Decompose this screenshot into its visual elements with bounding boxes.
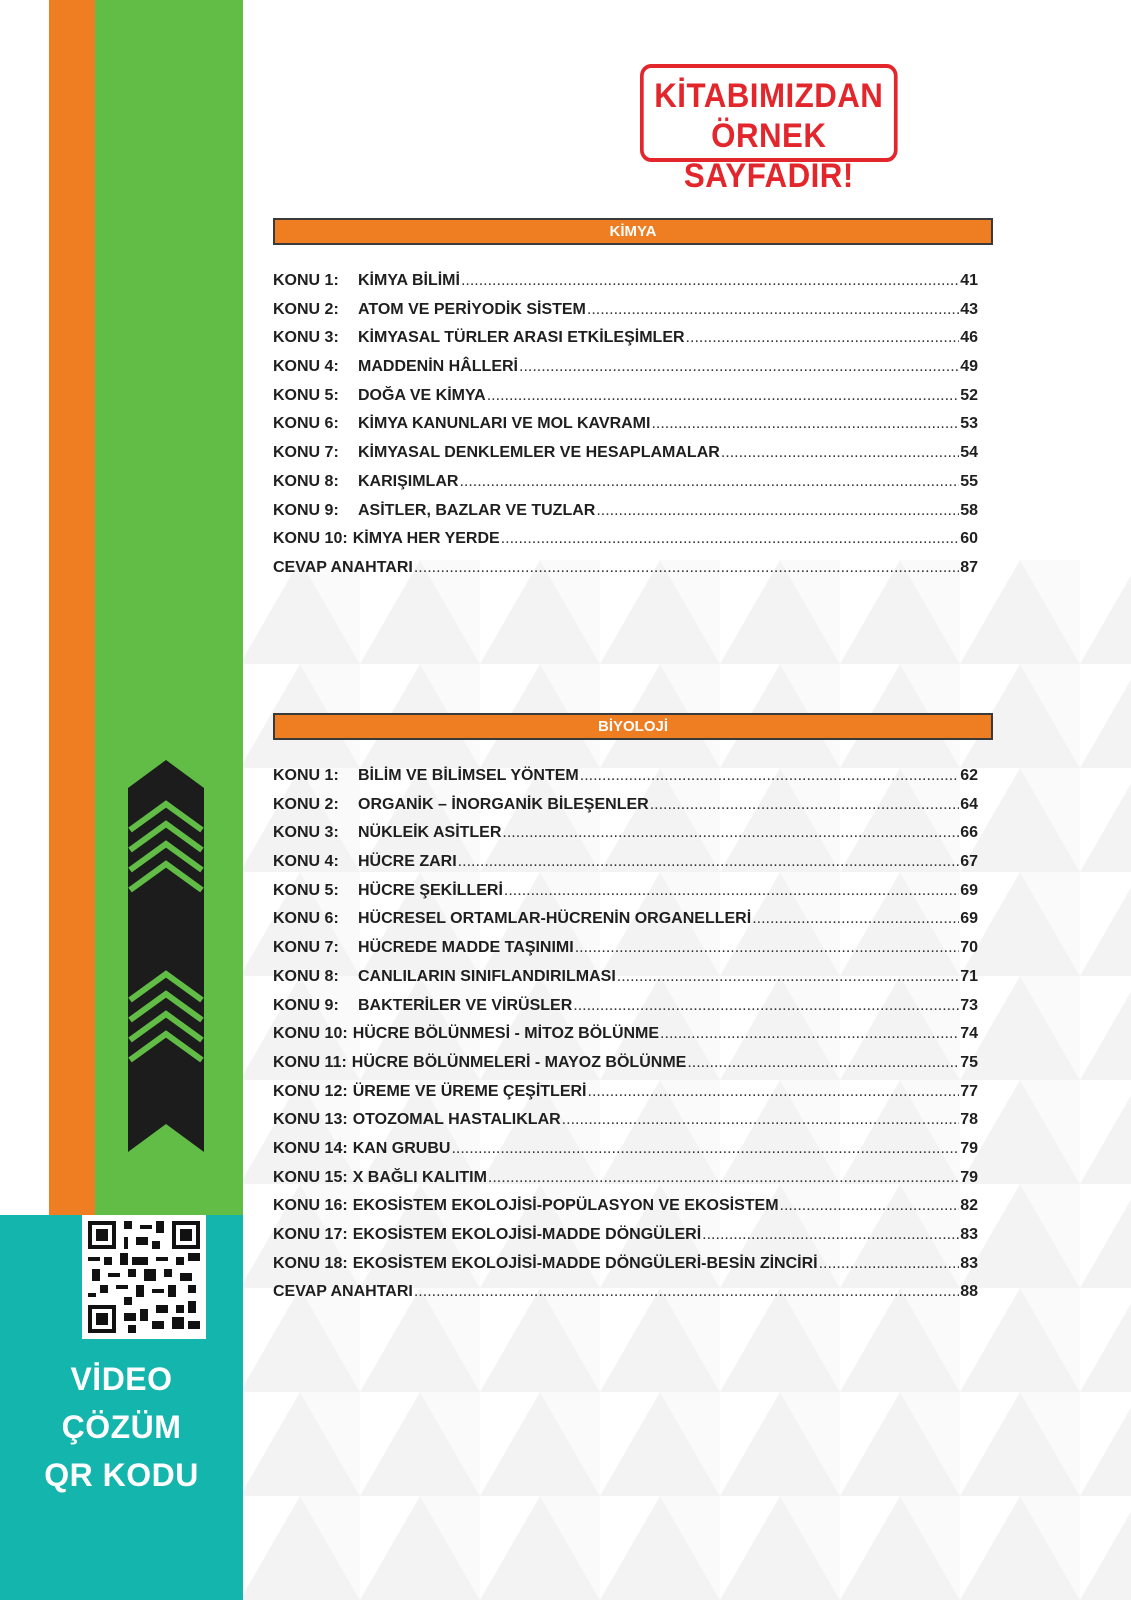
biyoloji-toc-list	[273, 767, 978, 1312]
orange-side-stripe	[49, 0, 95, 1215]
toc-entry-number: KONU 5:	[273, 881, 339, 899]
toc-entry-title: KİMYASAL TÜRLER ARASI ETKİLEŞİMLER	[358, 329, 685, 347]
toc-entry-leader-dots	[501, 530, 960, 548]
toc-entry-title: NÜKLEİK ASİTLER	[358, 824, 502, 842]
kimya-section-heading: KİMYA	[273, 218, 993, 245]
toc-entry-number: KONU 9:	[273, 501, 339, 519]
toc-entry-title: X BAĞLI KALITIM	[352, 1168, 487, 1186]
toc-entry-leader-dots	[650, 796, 960, 814]
toc-entry-title: CEVAP ANAHTARI	[273, 1283, 413, 1301]
toc-entry-page: 77	[960, 1082, 978, 1100]
toc-entry-number: KONU 18:	[273, 1254, 348, 1272]
toc-entry-number: KONU 15:	[273, 1168, 348, 1186]
toc-entry-number: KONU 4:	[273, 358, 339, 376]
toc-entry-page: 43	[960, 300, 978, 318]
biyoloji-section-heading: BİYOLOJİ	[273, 713, 993, 740]
toc-entry-title: EKOSİSTEM EKOLOJİSİ-MADDE DÖNGÜLERİ	[352, 1226, 702, 1243]
toc-entry-page: 79	[960, 1168, 978, 1186]
toc-entry-number: KONU 3:	[273, 329, 339, 347]
toc-entry-title: CANLILARIN SINIFLANDIRILMASI	[358, 967, 616, 985]
toc-entry[interactable]	[273, 853, 978, 882]
qr-code[interactable]	[82, 1215, 206, 1339]
toc-entry-number: KONU 13:	[273, 1111, 348, 1129]
toc-entry-number: KONU 2:	[273, 300, 339, 318]
toc-entry-title: DOĞA VE KİMYA	[358, 386, 486, 404]
toc-entry-leader-dots	[780, 1197, 960, 1215]
toc-entry-number: KONU 3:	[273, 824, 339, 842]
toc-entry[interactable]	[273, 329, 978, 358]
toc-entry-page: 74	[960, 1025, 978, 1043]
toc-entry-page: 60	[960, 530, 978, 548]
toc-entry-page: 88	[960, 1283, 978, 1301]
toc-entry-number: KONU 2:	[273, 795, 339, 813]
toc-entry-number: KONU 7:	[273, 939, 339, 957]
toc-entry-title: CEVAP ANAHTARI	[273, 558, 413, 576]
toc-entry-number: KONU 6:	[273, 910, 339, 928]
toc-entry-page: 73	[960, 996, 978, 1014]
toc-entry-leader-dots	[573, 997, 959, 1015]
toc-entry-page: 82	[960, 1197, 978, 1215]
toc-entry-leader-dots	[819, 1255, 960, 1273]
toc-entry-page: 69	[960, 910, 978, 928]
toc-entry-number: KONU 7:	[273, 444, 339, 462]
toc-entry-leader-dots	[651, 415, 959, 433]
toc-entry-title: ÜREME VE ÜREME ÇEŞİTLERİ	[352, 1082, 587, 1100]
toc-entry-number: KONU 16:	[273, 1197, 348, 1215]
toc-entry-title: HÜCRESEL ORTAMLAR-HÜCRENİN ORGANELLERİ	[358, 910, 752, 928]
toc-entry-number: KONU 11:	[273, 1053, 347, 1071]
toc-entry-leader-dots	[686, 329, 960, 347]
toc-entry-leader-dots	[587, 301, 959, 319]
toc-entry[interactable]	[273, 1197, 978, 1226]
toc-entry-page: 52	[960, 386, 978, 404]
toc-entry-number: KONU 10:	[273, 1025, 348, 1043]
toc-entry-title: HÜCREDE MADDE TAŞINIMI	[358, 939, 574, 957]
toc-entry-number: KONU 1:	[273, 767, 339, 784]
toc-entry-page: 87	[960, 558, 978, 576]
toc-entry-number: KONU 10:	[273, 530, 348, 548]
toc-entry-leader-dots	[461, 272, 959, 290]
toc-entry-title: HÜCRE ŞEKİLLERİ	[358, 881, 503, 899]
qr-label-line3: QR KODU	[44, 1457, 199, 1493]
toc-entry-title: BİLİM VE BİLİMSEL YÖNTEM	[358, 767, 579, 784]
toc-entry[interactable]	[273, 1111, 978, 1140]
toc-entry-leader-dots	[487, 387, 959, 405]
toc-entry[interactable]	[273, 502, 978, 531]
toc-entry-title: EKOSİSTEM EKOLOJİSİ-MADDE DÖNGÜLERİ-BESİN ZİNCİRİ	[352, 1254, 818, 1272]
toc-entry-leader-dots	[504, 882, 959, 900]
toc-entry[interactable]	[273, 767, 978, 796]
toc-entry-page: 83	[960, 1226, 978, 1243]
toc-entry-leader-dots	[596, 502, 959, 520]
toc-entry-title: BAKTERİLER VE VİRÜSLER	[358, 996, 573, 1014]
toc-entry-title: ASİTLER, BAZLAR VE TUZLAR	[358, 501, 596, 519]
toc-entry-leader-dots	[458, 853, 960, 871]
toc-entry[interactable]	[273, 1169, 978, 1198]
toc-entry-title: EKOSİSTEM EKOLOJİSİ-POPÜLASYON VE EKOSİSTEM	[352, 1197, 779, 1215]
toc-entry[interactable]	[273, 473, 978, 502]
toc-entry-page: 69	[960, 881, 978, 899]
toc-entry[interactable]	[273, 415, 978, 444]
toc-entry-title: HÜCRE BÖLÜNMESİ - MİTOZ BÖLÜNME	[352, 1025, 660, 1043]
toc-entry-title: OTOZOMAL HASTALIKLAR	[352, 1111, 561, 1129]
toc-entry[interactable]	[273, 882, 978, 911]
toc-entry-leader-dots	[617, 968, 959, 986]
toc-entry-title: ATOM VE PERİYODİK SİSTEM	[358, 300, 586, 318]
stamp-line1: KİTABIMIZDAN	[654, 77, 884, 115]
toc-entry-number: KONU 12:	[273, 1082, 348, 1100]
toc-entry-leader-dots	[721, 444, 959, 462]
toc-entry-leader-dots	[488, 1169, 959, 1187]
toc-entry-title: ORGANİK – İNORGANİK BİLEŞENLER	[358, 795, 649, 813]
toc-entry[interactable]	[273, 1140, 978, 1169]
toc-entry-page: 83	[960, 1254, 978, 1272]
toc-entry-leader-dots	[752, 910, 959, 928]
toc-entry-page: 49	[960, 358, 978, 376]
kimya-toc-list	[273, 272, 978, 588]
toc-entry-number: KONU 14:	[273, 1139, 348, 1157]
toc-entry-page: 71	[960, 967, 978, 985]
toc-entry-leader-dots	[687, 1054, 959, 1072]
toc-entry[interactable]	[273, 559, 978, 588]
qr-code-icon	[88, 1221, 200, 1333]
toc-entry[interactable]	[273, 387, 978, 416]
toc-entry-leader-dots	[414, 559, 959, 577]
toc-entry[interactable]	[273, 1226, 978, 1255]
toc-entry[interactable]	[273, 910, 978, 939]
toc-entry-page: 67	[960, 853, 978, 871]
toc-entry-page: 64	[960, 795, 978, 813]
toc-entry[interactable]	[273, 796, 978, 825]
toc-entry-leader-dots	[575, 939, 960, 957]
toc-entry-page: 53	[960, 415, 978, 433]
toc-entry-leader-dots	[702, 1226, 959, 1244]
toc-entry-page: 79	[960, 1139, 978, 1157]
toc-entry-leader-dots	[451, 1140, 959, 1158]
toc-entry[interactable]	[273, 968, 978, 997]
toc-entry-leader-dots	[660, 1025, 959, 1043]
toc-entry[interactable]	[273, 1025, 978, 1054]
toc-entry-number: KONU 1:	[273, 272, 339, 289]
toc-entry-leader-dots	[562, 1111, 960, 1129]
toc-entry-leader-dots	[580, 767, 959, 785]
toc-entry-page: 78	[960, 1111, 978, 1129]
toc-entry[interactable]	[273, 272, 978, 301]
toc-entry-number: KONU 8:	[273, 472, 339, 490]
stamp-line2: ÖRNEK SAYFADIR!	[683, 117, 854, 195]
toc-entry-page: 66	[960, 824, 978, 842]
toc-entry-number: KONU 8:	[273, 967, 339, 985]
toc-entry[interactable]	[273, 1255, 978, 1284]
toc-entry[interactable]	[273, 444, 978, 473]
toc-entry-leader-dots	[588, 1083, 960, 1101]
toc-entry-title: HÜCRE BÖLÜNMELERİ - MAYOZ BÖLÜNME	[351, 1053, 687, 1071]
toc-entry-leader-dots	[519, 358, 959, 376]
toc-entry[interactable]	[273, 301, 978, 330]
toc-entry-leader-dots	[502, 824, 959, 842]
toc-entry-number: KONU 17:	[273, 1226, 348, 1243]
qr-label-line2: ÇÖZÜM	[61, 1409, 182, 1445]
toc-entry[interactable]	[273, 358, 978, 387]
toc-entry-title: KİMYA KANUNLARI VE MOL KAVRAMI	[358, 415, 651, 433]
chevron-arrows-icon	[128, 760, 204, 1152]
qr-label-line1: VİDEO	[70, 1361, 173, 1397]
toc-entry-page: 75	[960, 1053, 978, 1071]
toc-entry[interactable]	[273, 1283, 978, 1312]
toc-entry-title: KİMYASAL DENKLEMLER VE HESAPLAMALAR	[358, 444, 720, 462]
toc-entry-page: 70	[960, 939, 978, 957]
toc-entry-leader-dots	[414, 1283, 959, 1301]
toc-entry-title: KİMYA HER YERDE	[352, 530, 500, 548]
toc-entry-number: KONU 6:	[273, 415, 339, 433]
toc-entry-title: KİMYA BİLİMİ	[358, 272, 460, 289]
toc-entry-page: 46	[960, 329, 978, 347]
toc-entry-page: 41	[960, 272, 978, 289]
sample-page-stamp	[640, 64, 898, 195]
toc-entry[interactable]	[273, 824, 978, 853]
toc-entry-page: 62	[960, 767, 978, 784]
toc-entry[interactable]	[273, 1054, 978, 1083]
toc-entry-leader-dots	[459, 473, 959, 491]
toc-entry[interactable]	[273, 997, 978, 1026]
toc-entry-page: 55	[960, 472, 978, 490]
toc-entry-title: KAN GRUBU	[352, 1139, 451, 1157]
toc-entry[interactable]	[273, 939, 978, 968]
toc-entry-title: KARIŞIMLAR	[358, 472, 459, 490]
toc-entry[interactable]	[273, 530, 978, 559]
toc-entry-title: HÜCRE ZARI	[358, 853, 457, 871]
video-solution-label	[0, 1355, 243, 1499]
toc-entry-page: 54	[960, 444, 978, 462]
toc-entry-title: MADDENİN HÂLLERİ	[358, 358, 518, 376]
toc-entry-page: 58	[960, 501, 978, 519]
toc-entry-number: KONU 4:	[273, 853, 339, 871]
toc-entry-number: KONU 5:	[273, 386, 339, 404]
toc-entry-number: KONU 9:	[273, 996, 339, 1014]
toc-entry[interactable]	[273, 1083, 978, 1112]
